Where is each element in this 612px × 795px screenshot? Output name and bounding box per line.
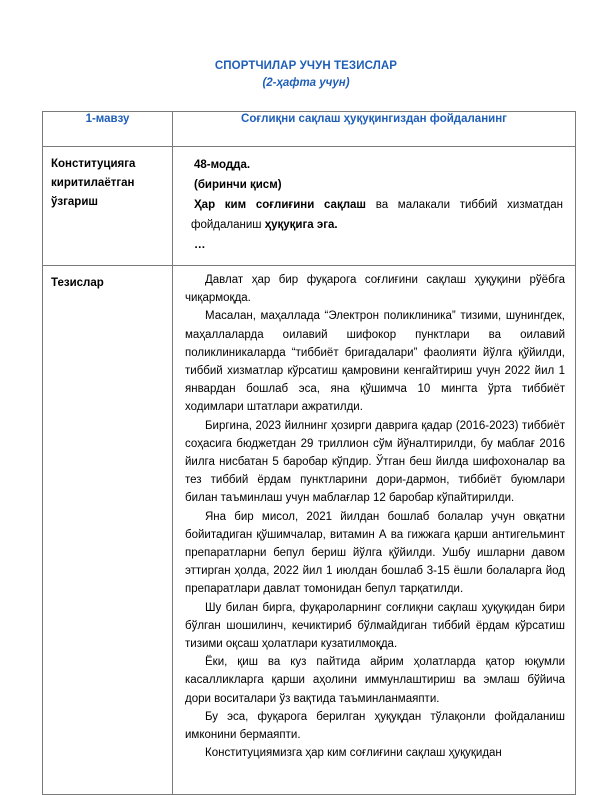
thesis-paragraph: Яна бир мисол, 2021 йилдан бошлаб болалар учун овқатни бойитадиган қўшимчалар, витамин А ва гижжага қарши антигельминт препаратларни бепул бериш йўлга қўйилди. Ушбу ишларни давом эттирган ҳолда, 2022 йил 1 июлдан бошлаб 3-15 ёшли болаларга йод препаратлари давлат томонидан бепул тарқатилди. [185,510,565,596]
article-cell [173,147,576,266]
theses-table [42,111,576,795]
topic-title: Соғлиқни сақлаш ҳуқуқингиздан фойдаланинг [173,112,576,147]
thesis-paragraph: Бу эса, фуқарога берилган ҳуқуқдан тўлақонли фойдаланиш имконини бермаяпти. [185,710,565,742]
thesis-paragraph: Ёки, қиш ва куз пайтида айрим ҳолатларда қатор юқумли касалликларга қарши аҳолини иммунлаштириш ва эмлаш бўйича дори воситалари ўз вақтида таъминланмаяпти. [185,656,565,705]
theses-cell [173,266,576,795]
thesis-paragraph: Давлат ҳар бир фуқарога соғлиғини сақлаш ҳуқуқини рўёбга чиқармоқда. [185,274,565,305]
article-number: 48-модда. [194,159,251,171]
article-text-normal: ва малакали тиббий хизматдан фойдаланиш [191,199,563,231]
constitution-label: Конституцияга киритилаётган ўзгариш [43,147,173,266]
theses-row [43,266,576,795]
thesis-paragraph: Масалан, маҳаллада “Электрон поликлиника” тизими, шунингдек, маҳаллаларда оилавий шифокор пунктлари ва оилавий поликлиникаларда “тиббиёт бригадалари” фаолияти йўлга қўйилди, тиббий хизматлар кўрсатиш қамровини кенгайтириш учун 2022 йил 1 январдан бошлаб эса, яна қўшимча 10 мингта ўрта тиббиёт ходимлари штатлари ажратилди. [185,310,565,414]
thesis-paragraph: Шу билан бирга, фуқароларнинг соғлиқни сақлаш ҳуқуқидан бири бўлган шошилинч, кечиктириб бўлмайдиган тиббий ёрдам кўрсатиш тизими оқсаш ҳолатлари кузатилмоқда. [185,601,565,651]
constitution-row [43,147,576,266]
thesis-paragraph: Биргина, 2023 йилнинг ҳозирги даврига қадар (2016-2023) тиббиёт соҳасига бюджетдан 29 триллион сўм йўналтирилди, бу маблағ 2016 йилга нисбатан 5 баробар кўпдир. Ўтган беш йилда шифохоналар ва тез тиббий ёрдам пунктларини дори-дармон, тиббиёт буюмлари билан таъминлаш учун маблағлар 12 баробар кўпайтирилди. [185,419,565,505]
theses-label: Тезислар [43,266,173,795]
article-text-bold-end: ҳуқуқига эга. [264,219,338,231]
article-ellipsis: … [194,239,206,251]
document-title: СПОРТЧИЛАР УЧУН ТЕЗИСЛАР [214,60,398,72]
topic-label: 1-мавзу [43,112,173,147]
article-text [191,195,563,235]
article-text-bold: Ҳар ким соғлиғини сақлаш [194,199,366,211]
thesis-paragraph: Конституциямизга ҳар ким соғлиғини сақлаш ҳуқуқидан [205,747,502,760]
article-part: (биринчи қисм) [194,179,282,191]
document-subtitle: (2-ҳафта учун) [262,77,350,89]
table-header-row [43,112,576,147]
